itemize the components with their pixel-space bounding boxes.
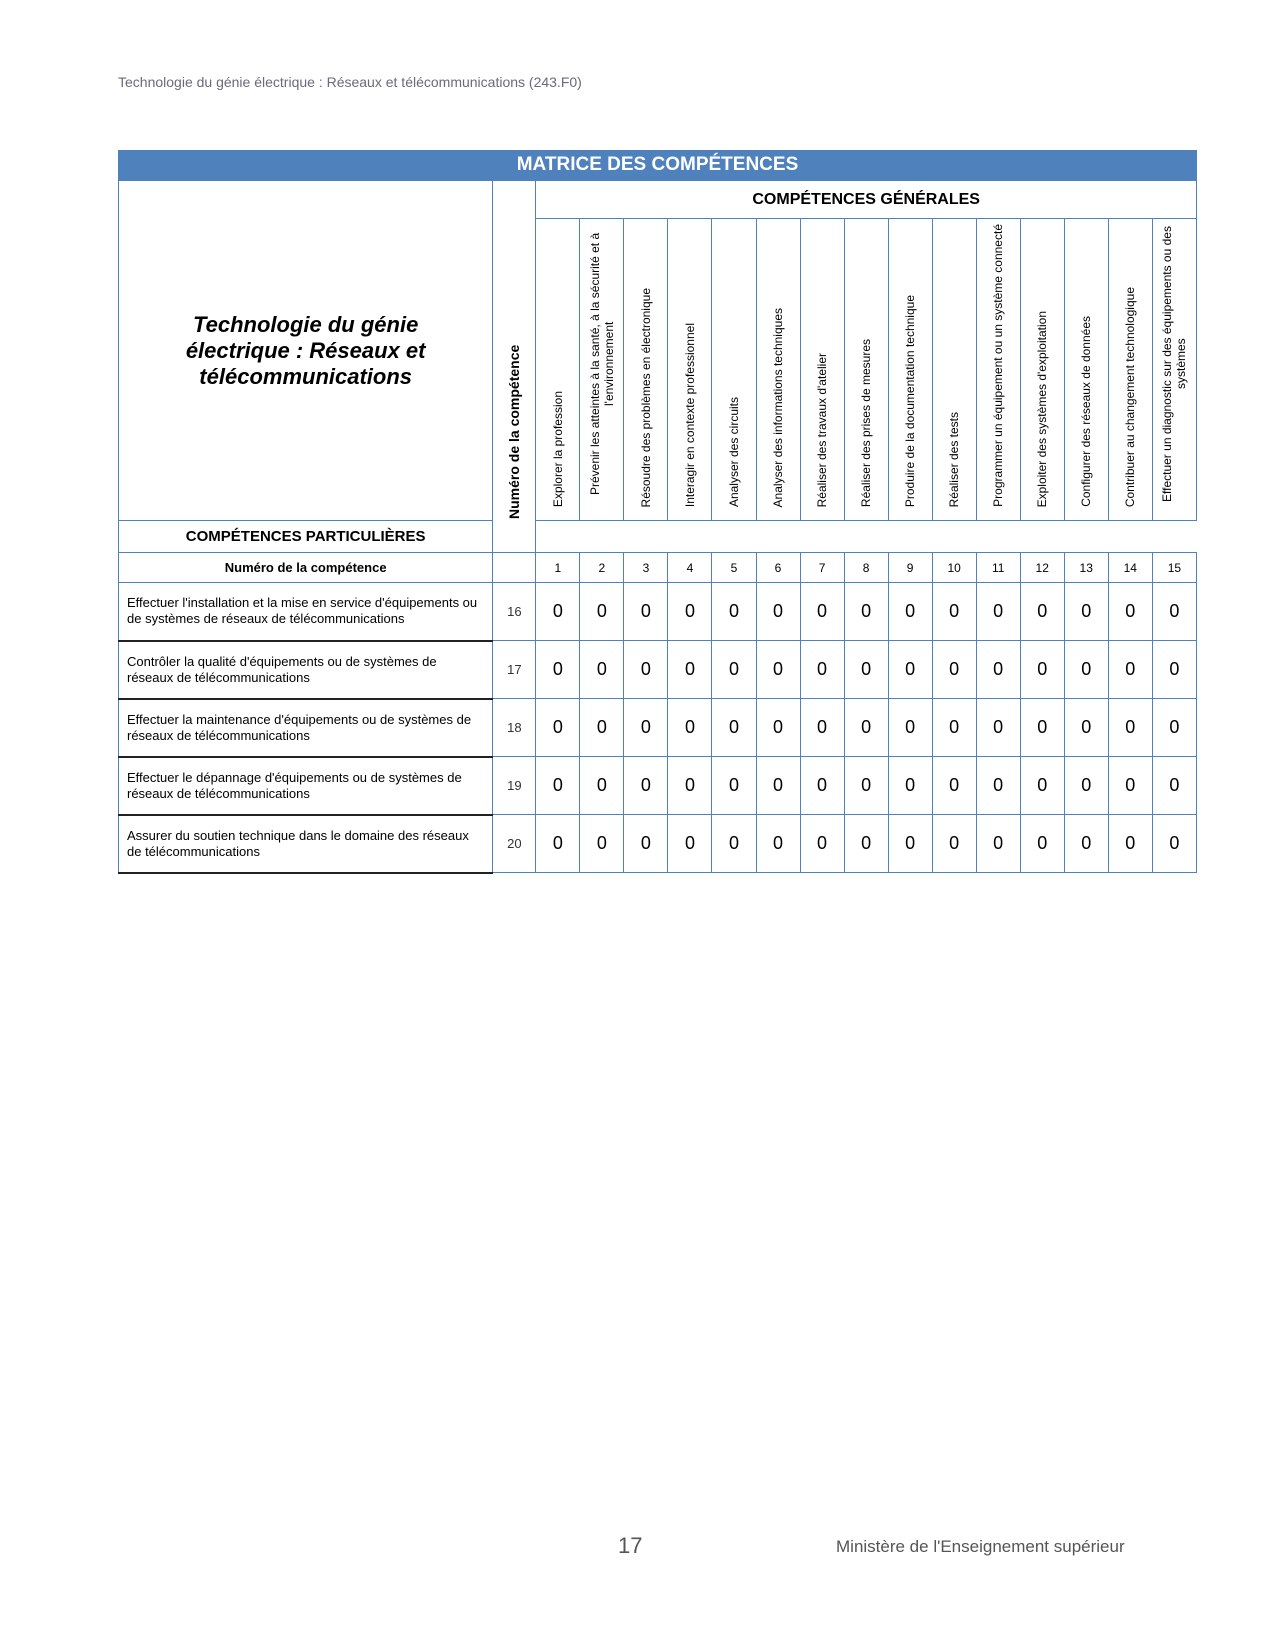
matrix-cell: 0 bbox=[580, 699, 624, 757]
matrix-cell: 0 bbox=[1064, 815, 1108, 873]
matrix-cell: 0 bbox=[800, 641, 844, 699]
matrix-cell: 0 bbox=[668, 815, 712, 873]
particular-competences-title: COMPÉTENCES PARTICULIÈRES bbox=[119, 521, 493, 553]
matrix-cell: 0 bbox=[1108, 699, 1152, 757]
matrix-cell: 0 bbox=[668, 699, 712, 757]
matrix-cell: 0 bbox=[932, 815, 976, 873]
general-competence-header: Produire de la documentation technique bbox=[888, 219, 932, 521]
matrix-cell: 0 bbox=[1152, 815, 1196, 873]
matrix-cell: 0 bbox=[932, 699, 976, 757]
particular-competence-number: 16 bbox=[493, 583, 536, 641]
page-number: 17 bbox=[618, 1533, 643, 1558]
matrix-cell: 0 bbox=[624, 641, 668, 699]
matrix-cell: 0 bbox=[1020, 757, 1064, 815]
general-competence-number: 9 bbox=[888, 553, 932, 583]
matrix-cell: 0 bbox=[976, 641, 1020, 699]
matrix-cell: 0 bbox=[536, 757, 580, 815]
particular-competence-number: 19 bbox=[493, 757, 536, 815]
general-competence-header: Prévenir les atteintes à la santé, à la sécurité et à l'environnement bbox=[580, 219, 624, 521]
general-competence-header: Analyser des circuits bbox=[712, 219, 756, 521]
matrix-cell: 0 bbox=[888, 641, 932, 699]
matrix-cell: 0 bbox=[844, 815, 888, 873]
matrix-cell: 0 bbox=[536, 699, 580, 757]
general-competence-number: 2 bbox=[580, 553, 624, 583]
matrix-cell: 0 bbox=[756, 757, 800, 815]
matrix-cell: 0 bbox=[976, 583, 1020, 641]
matrix-cell: 0 bbox=[1152, 583, 1196, 641]
matrix-cell: 0 bbox=[844, 641, 888, 699]
general-competences-title: COMPÉTENCES GÉNÉRALES bbox=[536, 181, 1197, 219]
general-competence-header: Interagir en contexte professionnel bbox=[668, 219, 712, 521]
matrix-cell: 0 bbox=[668, 583, 712, 641]
matrix-cell: 0 bbox=[1064, 757, 1108, 815]
general-competence-number: 14 bbox=[1108, 553, 1152, 583]
matrix-cell: 0 bbox=[1020, 815, 1064, 873]
general-competence-number: 4 bbox=[668, 553, 712, 583]
matrix-cell: 0 bbox=[668, 641, 712, 699]
matrix-cell: 0 bbox=[536, 641, 580, 699]
matrix-cell: 0 bbox=[756, 641, 800, 699]
general-competence-header: Programmer un équipement ou un système connecté bbox=[976, 219, 1020, 521]
matrix-cell: 0 bbox=[668, 757, 712, 815]
matrix-cell: 0 bbox=[800, 583, 844, 641]
matrix-cell: 0 bbox=[712, 757, 756, 815]
matrix-cell: 0 bbox=[1020, 641, 1064, 699]
numero-label: Numéro de la compétence bbox=[119, 553, 493, 583]
matrix-cell: 0 bbox=[712, 815, 756, 873]
particular-competence-number: 20 bbox=[493, 815, 536, 873]
table-row bbox=[119, 583, 1197, 641]
particular-competence-number: 18 bbox=[493, 699, 536, 757]
general-competence-number: 1 bbox=[536, 553, 580, 583]
matrix-cell: 0 bbox=[536, 583, 580, 641]
matrix-cell: 0 bbox=[624, 699, 668, 757]
general-competence-number: 5 bbox=[712, 553, 756, 583]
general-competence-number: 8 bbox=[844, 553, 888, 583]
general-competence-header: Réaliser des travaux d'atelier bbox=[800, 219, 844, 521]
matrix-cell: 0 bbox=[1064, 641, 1108, 699]
general-competence-number: 15 bbox=[1152, 553, 1196, 583]
matrix-cell: 0 bbox=[580, 641, 624, 699]
particular-competence-label: Assurer du soutien technique dans le domaine des réseaux de télécommunications bbox=[119, 815, 493, 873]
general-competence-header: Explorer la profession bbox=[536, 219, 580, 521]
matrix-cell: 0 bbox=[624, 815, 668, 873]
matrix-cell: 0 bbox=[624, 583, 668, 641]
matrix-cell: 0 bbox=[932, 757, 976, 815]
matrix-cell: 0 bbox=[756, 583, 800, 641]
general-competence-number: 13 bbox=[1064, 553, 1108, 583]
general-competence-number: 7 bbox=[800, 553, 844, 583]
matrix-cell: 0 bbox=[888, 757, 932, 815]
particular-competence-label: Effectuer l'installation et la mise en service d'équipements ou de systèmes de réseaux de télécommunications bbox=[119, 583, 493, 641]
matrix-cell: 0 bbox=[932, 641, 976, 699]
table-row bbox=[119, 815, 1197, 873]
matrix-cell: 0 bbox=[712, 699, 756, 757]
table-row bbox=[119, 641, 1197, 699]
matrix-cell: 0 bbox=[756, 699, 800, 757]
matrix-cell: 0 bbox=[1152, 699, 1196, 757]
matrix-cell: 0 bbox=[580, 815, 624, 873]
matrix-cell: 0 bbox=[888, 699, 932, 757]
general-competence-header: Effectuer un diagnostic sur des équipements ou des systèmes bbox=[1152, 219, 1196, 521]
matrix-cell: 0 bbox=[976, 757, 1020, 815]
program-name-text: Technologie du génie électrique : Réseaux et télécommunications bbox=[185, 311, 426, 389]
matrix-cell: 0 bbox=[1108, 583, 1152, 641]
matrix-title: MATRICE DES COMPÉTENCES bbox=[118, 150, 1197, 180]
general-competence-header: Exploiter des systèmes d'exploitation bbox=[1020, 219, 1064, 521]
numero-competence-header: Numéro de la compétence bbox=[493, 181, 536, 553]
matrix-cell: 0 bbox=[712, 641, 756, 699]
matrix-cell: 0 bbox=[932, 583, 976, 641]
matrix-cell: 0 bbox=[1064, 583, 1108, 641]
matrix-cell: 0 bbox=[1108, 641, 1152, 699]
matrix-cell: 0 bbox=[1108, 757, 1152, 815]
matrix-cell: 0 bbox=[712, 583, 756, 641]
matrix-cell: 0 bbox=[1020, 699, 1064, 757]
ministry-name: Ministère de l'Enseignement supérieur bbox=[836, 1537, 1125, 1556]
matrix-cell: 0 bbox=[976, 815, 1020, 873]
matrix-cell: 0 bbox=[844, 699, 888, 757]
particular-competence-number: 17 bbox=[493, 641, 536, 699]
matrix-cell: 0 bbox=[580, 757, 624, 815]
particular-competence-label: Contrôler la qualité d'équipements ou de systèmes de réseaux de télécommunications bbox=[119, 641, 493, 699]
matrix-cell: 0 bbox=[844, 757, 888, 815]
matrix-cell: 0 bbox=[536, 815, 580, 873]
matrix-cell: 0 bbox=[1020, 583, 1064, 641]
matrix-cell: 0 bbox=[1152, 641, 1196, 699]
matrix-cell: 0 bbox=[888, 583, 932, 641]
matrix-cell: 0 bbox=[976, 699, 1020, 757]
table-row bbox=[119, 699, 1197, 757]
competence-matrix bbox=[118, 180, 1197, 874]
general-competence-number: 10 bbox=[932, 553, 976, 583]
program-name bbox=[119, 181, 493, 521]
table-row bbox=[119, 757, 1197, 815]
general-competence-number: 11 bbox=[976, 553, 1020, 583]
general-competence-number: 6 bbox=[756, 553, 800, 583]
general-competence-header: Configurer des réseaux de données bbox=[1064, 219, 1108, 521]
document-header: Technologie du génie électrique : Réseaux et télécommunications (243.F0) bbox=[118, 74, 582, 90]
matrix-cell: 0 bbox=[624, 757, 668, 815]
general-competence-header: Résoudre des problèmes en électronique bbox=[624, 219, 668, 521]
matrix-cell: 0 bbox=[800, 757, 844, 815]
general-competence-number: 3 bbox=[624, 553, 668, 583]
general-competence-header: Contribuer au changement technologique bbox=[1108, 219, 1152, 521]
matrix-cell: 0 bbox=[800, 699, 844, 757]
numero-empty-cell bbox=[493, 553, 536, 583]
matrix-cell: 0 bbox=[844, 583, 888, 641]
general-competence-header: Réaliser des tests bbox=[932, 219, 976, 521]
matrix-cell: 0 bbox=[1152, 757, 1196, 815]
matrix-cell: 0 bbox=[580, 583, 624, 641]
general-competence-header: Analyser des informations techniques bbox=[756, 219, 800, 521]
general-competence-number: 12 bbox=[1020, 553, 1064, 583]
matrix-cell: 0 bbox=[756, 815, 800, 873]
particular-competence-label: Effectuer la maintenance d'équipements ou de systèmes de réseaux de télécommunications bbox=[119, 699, 493, 757]
particular-competence-label: Effectuer le dépannage d'équipements ou de systèmes de réseaux de télécommunications bbox=[119, 757, 493, 815]
matrix-cell: 0 bbox=[1064, 699, 1108, 757]
matrix-cell: 0 bbox=[888, 815, 932, 873]
matrix-cell: 0 bbox=[800, 815, 844, 873]
general-competence-header: Réaliser des prises de mesures bbox=[844, 219, 888, 521]
matrix-cell: 0 bbox=[1108, 815, 1152, 873]
